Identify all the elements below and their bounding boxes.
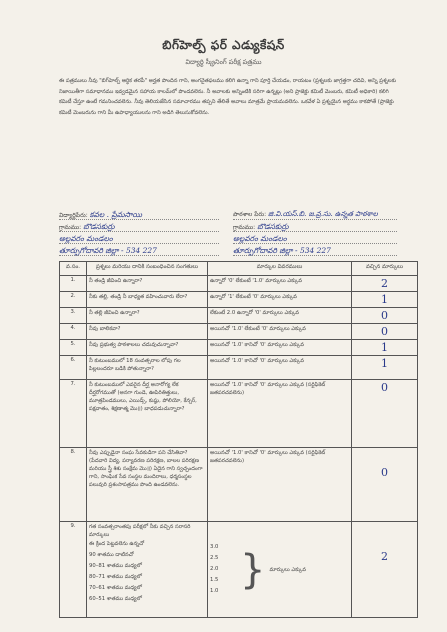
row-marks: ఉన్నారో '1' లేకుంటే '0' మార్కులు ఎక్కువ: [208, 292, 352, 308]
school-name-value: జి.వి.యస్.బి. జ.వ్ర.సు. ఉన్నత పాఠశాల: [268, 210, 378, 218]
row-number: 5.: [60, 340, 87, 356]
row-score: 0: [381, 466, 388, 479]
school-village-label: గ్రామము:: [233, 224, 256, 231]
row-number: 6.: [60, 356, 87, 380]
row-marks: లేకుంటే 2.0 ఉన్నారో '0' మార్కులు ఎక్కువ: [208, 308, 352, 324]
mandal-value: అల్లవరం మండలం: [59, 234, 113, 243]
row-question: నీ కుటుంబములో ఎవరైన దీర్ఘ అనారోగ్య లేక దీర్ఘరోగముతో (అనగా గుండె, ఊపిరితిత్తులు, మూత్రపిండములు, ఎయిడ్స్, కుష్ఠు, పోలియో, కేన్సర్, పక్షవాతం, శిక్షణాత్మ మొ॥) బాధపడుచున్నారా?: [87, 380, 208, 448]
row-question: [87, 522, 208, 618]
header-question: ప్రశ్నలు మరియు దానికి సంబంధించిన సంగతులు: [87, 262, 208, 276]
row-score: 1: [381, 293, 388, 306]
option-label: 80–71 శాతము మధ్యలో: [89, 574, 142, 580]
underline: [233, 255, 397, 256]
table-row: [60, 292, 418, 308]
row-question: నీకు తల్లి, తండ్రి నీ బాధ్యత వహించువారు లేరా?: [87, 292, 208, 308]
row-score: 1: [381, 341, 388, 354]
option-label: 60–51 శాతము మధ్యలో: [89, 596, 142, 602]
underline: [59, 255, 219, 256]
option-label: 90 శాతము దాటినచో: [89, 552, 134, 558]
row-score: 2: [381, 277, 388, 290]
table-row: [60, 448, 418, 522]
table-row: [60, 356, 418, 380]
row-marks-text: మార్కులు ఎక్కువ: [269, 566, 307, 573]
row-marks: అయినచో '1.0' కానిచో '0' మార్కులు ఎక్కువ (సర్టిఫికెట్ జతపరచవలెను): [208, 380, 352, 448]
instructions-paragraph: ఈ పత్రములు నీవు "బిగ్‌హెల్ప్ ఆర్థిక తరపీ" అర్హత పొందిన గాని, అంగనైతఫలము కలిగి ఉన్నా గాని పూర్తి చేయడం, రాయటం (ప్రశ్నలకు జాగ్రత్తగా చదివి, అన్ని ప్రశ్నలకు నిజాయితీగా సమాధానము ఇవ్వడమైన సహాయ కాలమ్‌లో పొందవలెను. నీ అవాలకు అన్నింటికి సరిగా ఉన్నట్లు (అని ప్రాజెక్టు కమిటీ మెంబరు, కమిటీ అధికారి) కలిగి కమిటీ చేస్తూ ఉంటే గమనించవలెను. నీవు తెలియజేసిన సమాచారము తప్పని తేలితే అవాలు మాత్రమే ప్రాయమవలెను. ఒకవేళ ఏ ప్రశ్నయైన అర్థము కాకపోతే (ప్రాజెక్టు కమిటీ మెంబరును గాని మీ ఉపాధ్యాయులను గాని అడిగి తెలుసుకోవలెను.: [59, 78, 397, 116]
table-row: [60, 522, 418, 618]
student-name-value: కవల . ప్రేమసాయి: [89, 210, 143, 219]
option-label: 90–81 శాతము మధ్యలో: [89, 563, 142, 569]
underline: [233, 231, 397, 232]
underline: [59, 231, 219, 232]
underline: [59, 219, 219, 220]
school-mandal-value: అల్లవరం మండలం: [233, 234, 287, 243]
points-value: 1.5: [210, 577, 219, 583]
table-row: [60, 324, 418, 340]
table-row: [60, 380, 418, 448]
row-marks: అయినచో '1.0' కానిచో '0' మార్కులు ఎక్కువ: [208, 356, 352, 380]
row-question: నీ తల్లి జీవించి ఉన్నారా?: [87, 308, 208, 324]
village-value: బొడసకుర్రు: [83, 222, 115, 231]
school-district-value: తూర్పుగోదావరి జిల్లా - 534 227: [233, 246, 331, 255]
header-score: వచ్చిన మార్కులు: [352, 262, 418, 276]
row-marks: [208, 522, 352, 618]
row-score: 0: [381, 381, 388, 394]
row-marks: ఉన్నారో '0' లేకుంటే '1.0' మార్కులు ఎక్కువ: [208, 276, 352, 292]
row-score: 0: [381, 309, 388, 322]
row-question: నీవు ఎప్పుడైనా సంఘ సేవకుడిగా పని చేసితివా? (పేదవారి విద్య, పర్యావరణ పరిరక్షణ, బాలల పరిరక్షణ మరియు స్త్రీ శిశు సంక్షేమ మొ॥) ఏదైన గాని స్వచ్ఛందంగా గాని, సాంఘిక సేవ సంస్థల మందిరాలు, ధర్మసంస్థల పలువురి ప్రశంసాపత్రము పొంది ఉండవలెను.: [87, 448, 208, 522]
points-value: 3.0: [210, 544, 219, 550]
row-marks: అయినచో '1.0' కానిచో '0' మార్కులు ఎక్కువ: [208, 340, 352, 356]
row-marks: అయినచో '1.0' కానిచో '0' మార్కులు ఎక్కువ (సర్టిఫికెట్ జతపరచవలెను): [208, 448, 352, 522]
row-number: 9.: [60, 522, 87, 618]
village-label: గ్రామము:: [59, 224, 82, 231]
header-serial: వ.సం.: [60, 262, 87, 276]
row-score: 2: [381, 550, 388, 563]
header-marks-details: మార్కుల వివరములు: [208, 262, 352, 276]
table-row: [60, 308, 418, 324]
table-header-row: [60, 262, 418, 276]
row-question: నీవు బాలికవా?: [87, 324, 208, 340]
district-value: తూర్పుగోదావరి జిల్లా - 534 227: [59, 246, 157, 255]
row-number: 2.: [60, 292, 87, 308]
row-number: 3.: [60, 308, 87, 324]
points-value: 2.5: [210, 555, 219, 561]
option-label: 70–61 శాతము మధ్యలో: [89, 585, 142, 591]
curly-brace-icon: }: [240, 546, 266, 593]
school-name-label: పాఠశాల పేరు:: [233, 211, 267, 218]
row-marks: అయినచో '1.0' లేకుంటే '0' మార్కులు ఎక్కువ: [208, 324, 352, 340]
row-question: నీ తండ్రి జీవించి ఉన్నారా?: [87, 276, 208, 292]
row-score: 0: [381, 325, 388, 338]
school-village-value: బొడసకుర్రు: [257, 222, 289, 231]
form-subtitle: విద్యార్థి స్క్రీనింగ్ పరీక్ష పత్రము: [185, 58, 262, 66]
points-value: 1.0: [210, 588, 219, 594]
underline: [233, 243, 397, 244]
underline: [59, 243, 219, 244]
screening-questions-table: [59, 261, 418, 618]
row-number: 4.: [60, 324, 87, 340]
row-question: నీవు ప్రభుత్వ పాఠశాలలు చదువుచున్నావా?: [87, 340, 208, 356]
row-number: 8.: [60, 448, 87, 522]
row-question-text: గత సంవత్సరాంతపు పరీక్షలో నీకు వచ్చిన సరాసరి మార్కులు: [89, 524, 191, 538]
table-row: [60, 276, 418, 292]
student-name-label: విద్యార్థిపేరు:: [59, 212, 88, 219]
option-label: ఈ క్రింద పెట్టవలెను ఉన్నచో: [89, 541, 145, 547]
underline: [233, 219, 397, 220]
row-number: 7.: [60, 380, 87, 448]
row-number: 1.: [60, 276, 87, 292]
points-value: 2.0: [210, 566, 219, 572]
table-row: [60, 340, 418, 356]
row-question: నీ కుటుంబములో 18 సంవత్సరాల లోపు గల పిల్లలందరూ బడికి పోతున్నారా?: [87, 356, 208, 380]
form-title: బిగ్‌హెల్ప్ ఫర్ ఎడ్యుకేషన్: [162, 38, 285, 52]
row-score: 1: [381, 357, 388, 370]
